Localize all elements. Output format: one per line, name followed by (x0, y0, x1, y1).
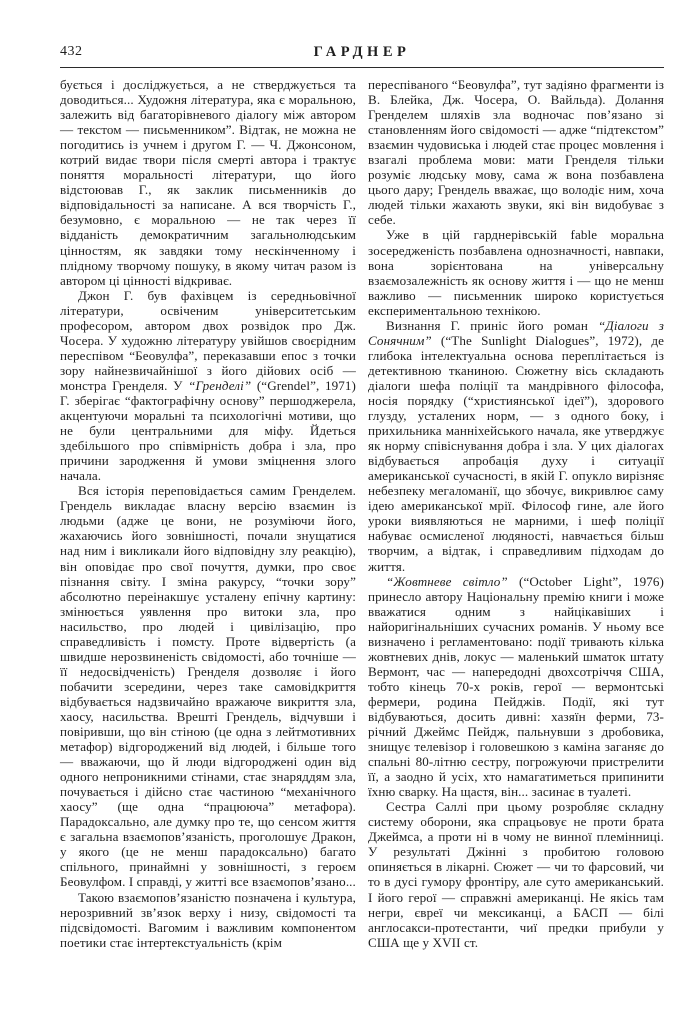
paragraph (368, 799, 664, 949)
text-run: Такою взаємопов’язаністю позначена і культура, нерозривний зв’язок верху і низу, свідомості та підсвідомості. Вагомим і важливим компонентом поетики стає інтертекстуальність (крім (60, 889, 356, 950)
italic-text-run: “Діалоги з Сонячним” (368, 317, 664, 348)
header-rule (60, 67, 664, 68)
paragraph (60, 890, 356, 950)
text-run: (“Grendel”, 1971) Г. зберігає “фактографічну основу” першоджерела, акцентуючи моральні та психологічні мотиви, що не були центральними для міфу. Йдеться здебільшого про співмірність добра і зла, про причини зародження й умови зміцнення злого начала. (60, 377, 356, 484)
right-column (368, 77, 664, 950)
page-header (60, 44, 664, 63)
text-run: Сестра Саллі при цьому розробляє складну систему оборони, яка спрацьовує не проти брата Джеймса, а проти ні в чому не винної племінниці. У результаті Джінні з пробитою головою опиняється в лікарні. Сюжет — чи то фарсовий, чи то в дусі гумору фронтіру, але суто американський. І його герої — справжні американці. Не якісь там негри, євреї чи мексиканці, а БАСП — білі англосакси-протестанти, чиї предки прибули у США ще у XVII ст. (368, 799, 664, 950)
paragraph (368, 574, 664, 800)
page-number: 432 (60, 44, 83, 59)
text-run: Джон Г. був фахівцем із середньовічної літератури, освіченим університетським професором, автором двох розвідок про Дж. Чосера. У художню літературу увійшов своєрідним переспівом “Беовулфа”, переказавши епос з точки зору найнезвичайнішої з його дійових осіб — монстра Гренделя. У (60, 287, 356, 393)
paragraph (60, 77, 356, 288)
text-run: (“October Light”, 1976) принесло автору Національну премію книги і може вважатися одним з найцікавіших і найоригінальніших сучасних романів. У ньому все визначено і регламентовано: події тривають кілька жовтневих днів, локус — маленький шматок штату Вермонт, час — напередодні двохсотріччя США, тобто кінець 70-х років, герої — вермонтські фермери, родина Пейджів. Події, які тут відбуваються, досить дивні: хазяїн ферми, 73-річний Джеймс Пейдж, пальнувши з дробовика, знищує телевізор і головешкою з каміна заганяє до спальні 80-літню сестру, погрожуючи пристрелити її, а заодно й усіх, хто намагатиметься припинити їхню сварку. На щастя, він... засинає в туалеті. (368, 573, 664, 800)
paragraph (60, 483, 356, 889)
paragraph (368, 318, 664, 574)
page-title: ГАРДНЕР (313, 44, 411, 60)
text-run: бується і досліджується, а не стверджується та доводиться... Художня література, яка є моральною, залежить від багаторівневого діалогу між автором — текстом — письменником”. Відтак, не можна не погодитись із учнем і другом Г. — Ч. Джонсоном, котрий видає твори після смерті автора і трактує поняття моральності літератури, що його відстоював Г., як заклик письменників до відповідальності за написане. А вся творчість Г., безумовно, є моральною — не так через її відданість демократичним загальнолюдським цінностям, як завдяки тому нескінченному і плідному творчому пошуку, в якому читач разом із автором ці цінності відкриває. (60, 77, 356, 288)
paragraph (60, 288, 356, 484)
text-columns (60, 77, 664, 950)
text-run: Визнання Г. приніс його роман (386, 317, 599, 333)
paragraph (368, 77, 664, 227)
text-run: Уже в цій гарднерівській fable моральна зосередженість позбавлена однозначності, навпаки, вона зорієнтована на універсальну взаємозалежність як основу життя і — що не менш важливо — письменник широко користується експериментальною технікою. (368, 227, 664, 318)
text-run: Вся історія переповідається самим Гренделем. Грендель викладає власну версію взаємин із людьми (адже це вони, не розуміючи його, жахаючись його зовнішності, почали знущатися над ним і викликали його відповідну злу реакцію), він оповідає про свої почуття, думки, про своє пізнання світу. І зміна ракурсу, “точки зору” абсолютно переінакшує усталену епічну картину: змінюється уявлення про витоки зла, про насильство, про людей і цивілізацію, про справедливість і помсту. Проте відвертість (а швидше нерозвиненість свідомості, або точніше — її недосвідченість) Гренделя дозволяє і його побачити зсередини, через таке самовідкриття відбувається надзвичайно вражаюче викриття зла, хаосу, насильства. Врешті Грендель, відчувши і повіривши, що він стіною (це одна з лейтмотивних метафор) відгороджений від людей, і більше того — вважаючи, що й люди відгороджені один від одного непроникними стінами, стає знаряддям зла, почувається і дійсно стає частиною “механічного хаосу” (ще одна “працююча” метафора). Парадоксально, але думку про те, що сенсом життя є загальна взаємопов’язаність, проголошує Дракон, у якого (це не менш парадоксально) багато спільного, принаймні у зовнішності, з героєм Беовулфом. І справді, у житті все взаємопов’язано... (60, 483, 356, 890)
italic-text-run: “Жовтневе світло” (386, 573, 508, 589)
text-run: переспіваного “Беовулфа”, тут задіяно фрагменти із В. Блейка, Дж. Чосера, О. Вайльда). Долання Гренделем шляхів зла водночас пов’язано зі становленням його свідомості — адже “підтекстом” взаємин чудовиська і людей стає процес мовлення і взагалі проблема мови: мати Гренделя тільки розуміє людську мову, сама ж вона позбавлена цього дару; Грендель вважає, що володіє ним, хоча людей тільки жахають звуки, які він видобуває з себе. (368, 77, 664, 228)
left-column (60, 77, 356, 950)
text-run: (“The Sunlight Dialogues”, 1972), де глибока інтелектуальна основа переплітається із детективною тканиною. Сюжетну вісь складають діалоги шефа поліції та мандрівного філософа, носія порядку (“християнської ідеї”), здорового глузду, усталених норм, — з одного боку, і прихильника манніхейського начала, яке утверджує як норму співіснування добра і зла. У цих діалогах відбувається апробація духу і ситуації американської сучасності, в якій Г. опукло вирізняє небезпеку мегаломанії, що збочує, викривлює саму ідею американської мрії. Філософ гине, але його уроки виявляються не марними, і шеф поліції набуває осмисленої людяності, навчається більш творчим, а відтак, і справедливим підходам до життя. (368, 332, 664, 574)
paragraph (368, 227, 664, 317)
italic-text-run: “Гренделі” (188, 377, 252, 393)
